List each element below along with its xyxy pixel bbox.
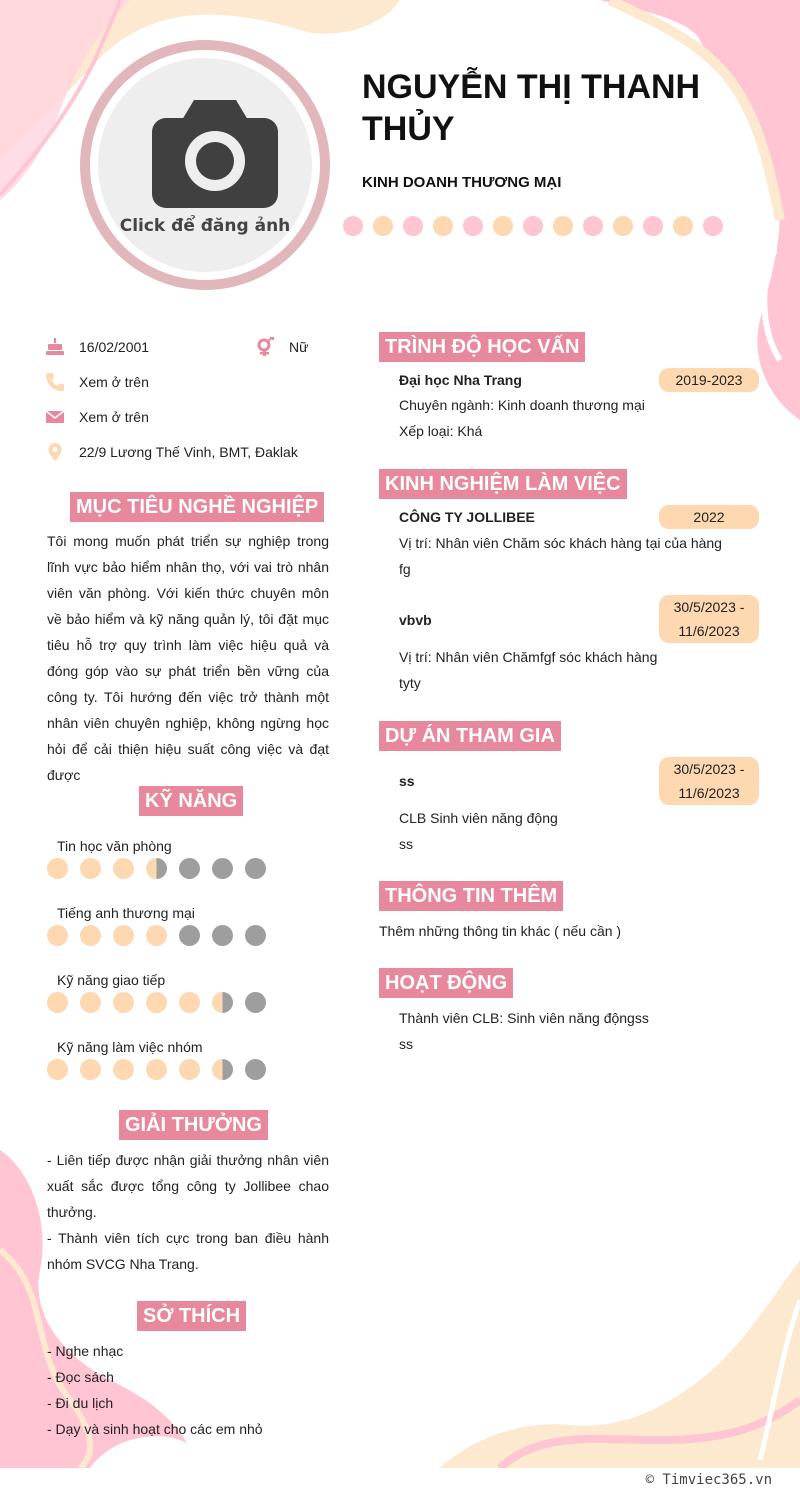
skill-dot xyxy=(113,1059,134,1080)
additional-heading[interactable]: THÔNG TIN THÊM xyxy=(379,881,563,911)
job-title[interactable]: KINH DOANH THƯƠNG MẠI xyxy=(362,174,562,191)
skill-dot xyxy=(113,925,134,946)
email-row xyxy=(45,407,149,427)
objective-text[interactable]: Tôi mong muốn phát triển sự nghiệp trong lĩnh vực bảo hiểm nhân thọ, với vai trò nhân viên văn phòng. Với kiến thức chuyên môn về bảo hiểm và kỹ năng quản lý, tôi đặt mục tiêu hỗ trợ quy trình làm việc hiệu quả và đóng góp vào sự phát triển bền vững của công ty. Tôi hướng đến việc trở thành một nhân viên chuyên nghiệp, không ngừng học hỏi để cải thiện hiệu suất công việc và đạt được xyxy=(47,533,329,783)
gender-icon xyxy=(255,337,275,357)
skill-dot xyxy=(212,1059,233,1080)
experience-position[interactable]: Vị trí: Nhân viên Chămfgf sóc khách hàng tyty xyxy=(399,649,658,691)
birthday-row xyxy=(45,337,149,357)
award-item[interactable]: - Thành viên tích cực trong ban điều hành nhóm SVCG Nha Trang. xyxy=(47,1230,329,1272)
dot xyxy=(583,216,603,236)
skill-dot xyxy=(47,992,68,1013)
phone-value[interactable]: Xem ở trên xyxy=(79,374,149,390)
phone-row xyxy=(45,372,149,392)
address-row xyxy=(45,442,298,462)
location-pin-icon xyxy=(45,442,65,462)
dot xyxy=(643,216,663,236)
activity-item[interactable]: Thành viên CLB: Sinh viên năng độngss xyxy=(399,1010,649,1026)
skill-rating[interactable] xyxy=(47,992,266,1013)
skill-dot xyxy=(80,1059,101,1080)
dot xyxy=(523,216,543,236)
skill-dot xyxy=(80,992,101,1013)
experience-date[interactable] xyxy=(659,595,759,643)
dot xyxy=(613,216,633,236)
education-grade[interactable]: Xếp loại: Khá xyxy=(399,423,483,439)
dot xyxy=(703,216,723,236)
education-major[interactable]: Chuyên ngành: Kinh doanh thương mại xyxy=(399,397,645,413)
skill-dot xyxy=(47,858,68,879)
photo-frame-inner xyxy=(90,50,320,280)
skill-dot xyxy=(113,858,134,879)
hobbies-heading[interactable]: SỞ THÍCH xyxy=(137,1301,246,1331)
camera-icon xyxy=(152,100,278,208)
date-start: 30/5/2023 - xyxy=(673,599,745,615)
skill-rating[interactable] xyxy=(47,925,266,946)
skill-dot xyxy=(179,1059,200,1080)
skill-name[interactable]: Kỹ năng giao tiếp xyxy=(57,972,166,988)
projects-heading[interactable]: DỰ ÁN THAM GIA xyxy=(379,721,561,751)
dot xyxy=(553,216,573,236)
company-name[interactable]: vbvb xyxy=(399,612,432,628)
skill-dot xyxy=(179,925,200,946)
dot xyxy=(433,216,453,236)
address-value[interactable]: 22/9 Lương Thế Vinh, BMT, Đaklak xyxy=(79,444,298,460)
decorative-dots xyxy=(343,216,723,236)
activities-heading[interactable]: HOẠT ĐỘNG xyxy=(379,968,513,998)
education-date[interactable]: 2019-2023 xyxy=(659,368,759,392)
skill-dot xyxy=(146,1059,167,1080)
dot xyxy=(373,216,393,236)
skill-rating[interactable] xyxy=(47,1059,266,1080)
skill-dot xyxy=(80,925,101,946)
skill-dot xyxy=(146,858,167,879)
awards-heading[interactable]: GIẢI THƯỞNG xyxy=(119,1110,268,1140)
company-name[interactable]: CÔNG TY JOLLIBEE xyxy=(399,509,535,525)
skill-name[interactable]: Kỹ năng làm việc nhóm xyxy=(57,1039,203,1055)
dot xyxy=(463,216,483,236)
skill-dot xyxy=(113,992,134,1013)
date-end: 11/6/2023 xyxy=(678,623,740,639)
photo-frame xyxy=(80,40,330,290)
skill-dot xyxy=(47,925,68,946)
dot xyxy=(343,216,363,236)
skill-dot xyxy=(212,992,233,1013)
envelope-icon xyxy=(45,407,65,427)
skill-dot xyxy=(179,858,200,879)
gender-row xyxy=(255,337,308,357)
date-start: 30/5/2023 - xyxy=(673,761,745,777)
experience-heading[interactable]: KINH NGHIỆM LÀM VIỆC xyxy=(379,469,627,499)
hobby-item[interactable]: - Đi du lịch xyxy=(47,1395,114,1411)
additional-text[interactable]: Thêm những thông tin khác ( nếu cần ) xyxy=(379,923,622,939)
dot xyxy=(403,216,423,236)
experience-position[interactable]: Vị trí: Nhân viên Chăm sóc khách hàng tại của hàng fg xyxy=(399,535,722,577)
photo-upload[interactable] xyxy=(98,58,312,272)
objective-heading[interactable]: MỤC TIÊU NGHỀ NGHIỆP xyxy=(70,492,324,522)
footer xyxy=(0,1468,800,1494)
skill-dot xyxy=(212,858,233,879)
skill-dot xyxy=(80,858,101,879)
candidate-name[interactable]: NGUYỄN THỊ THANH THỦY xyxy=(362,68,701,148)
skill-name[interactable]: Tin học văn phòng xyxy=(57,838,172,854)
cake-icon xyxy=(45,337,65,357)
copyright[interactable]: © Timviec365.vn xyxy=(645,1472,772,1488)
skill-dot xyxy=(245,992,266,1013)
skill-dot xyxy=(179,992,200,1013)
experience-date[interactable]: 2022 xyxy=(659,505,759,529)
skill-dot xyxy=(245,1059,266,1080)
birthday-value[interactable]: 16/02/2001 xyxy=(79,339,150,355)
skill-dot xyxy=(47,1059,68,1080)
school-name[interactable]: Đại học Nha Trang xyxy=(399,372,522,388)
date-end: 11/6/2023 xyxy=(678,785,740,801)
photo-upload-label: Click để đăng ảnh xyxy=(119,216,291,236)
skill-dot xyxy=(245,858,266,879)
dot xyxy=(493,216,513,236)
award-item[interactable]: - Liên tiếp được nhận giải thưởng nhân viên xuất sắc được tổng công ty Jollibee chao thưởng. xyxy=(47,1152,329,1220)
skill-dot xyxy=(245,925,266,946)
skill-rating[interactable] xyxy=(47,858,266,879)
skills-heading[interactable]: KỸ NĂNG xyxy=(139,786,243,816)
skill-dot xyxy=(212,925,233,946)
education-heading[interactable]: TRÌNH ĐỘ HỌC VẤN xyxy=(379,332,585,362)
project-name[interactable]: ss xyxy=(399,773,415,789)
skill-dot xyxy=(146,925,167,946)
project-desc[interactable]: ss xyxy=(399,836,413,852)
dot xyxy=(673,216,693,236)
skill-name[interactable]: Tiếng anh thương mại xyxy=(57,905,195,921)
hobby-item[interactable]: - Nghe nhạc xyxy=(47,1343,124,1359)
project-org[interactable]: CLB Sinh viên năng động xyxy=(399,810,558,826)
email-value[interactable]: Xem ở trên xyxy=(79,409,149,425)
activity-item[interactable]: ss xyxy=(399,1036,413,1052)
phone-icon xyxy=(45,372,65,392)
hobby-item[interactable]: - Dạy và sinh hoạt cho các em nhỏ xyxy=(47,1421,263,1437)
project-date[interactable] xyxy=(659,757,759,805)
hobby-item[interactable]: - Đọc sách xyxy=(47,1369,114,1385)
skill-dot xyxy=(146,992,167,1013)
gender-value[interactable]: Nữ xyxy=(289,339,309,355)
